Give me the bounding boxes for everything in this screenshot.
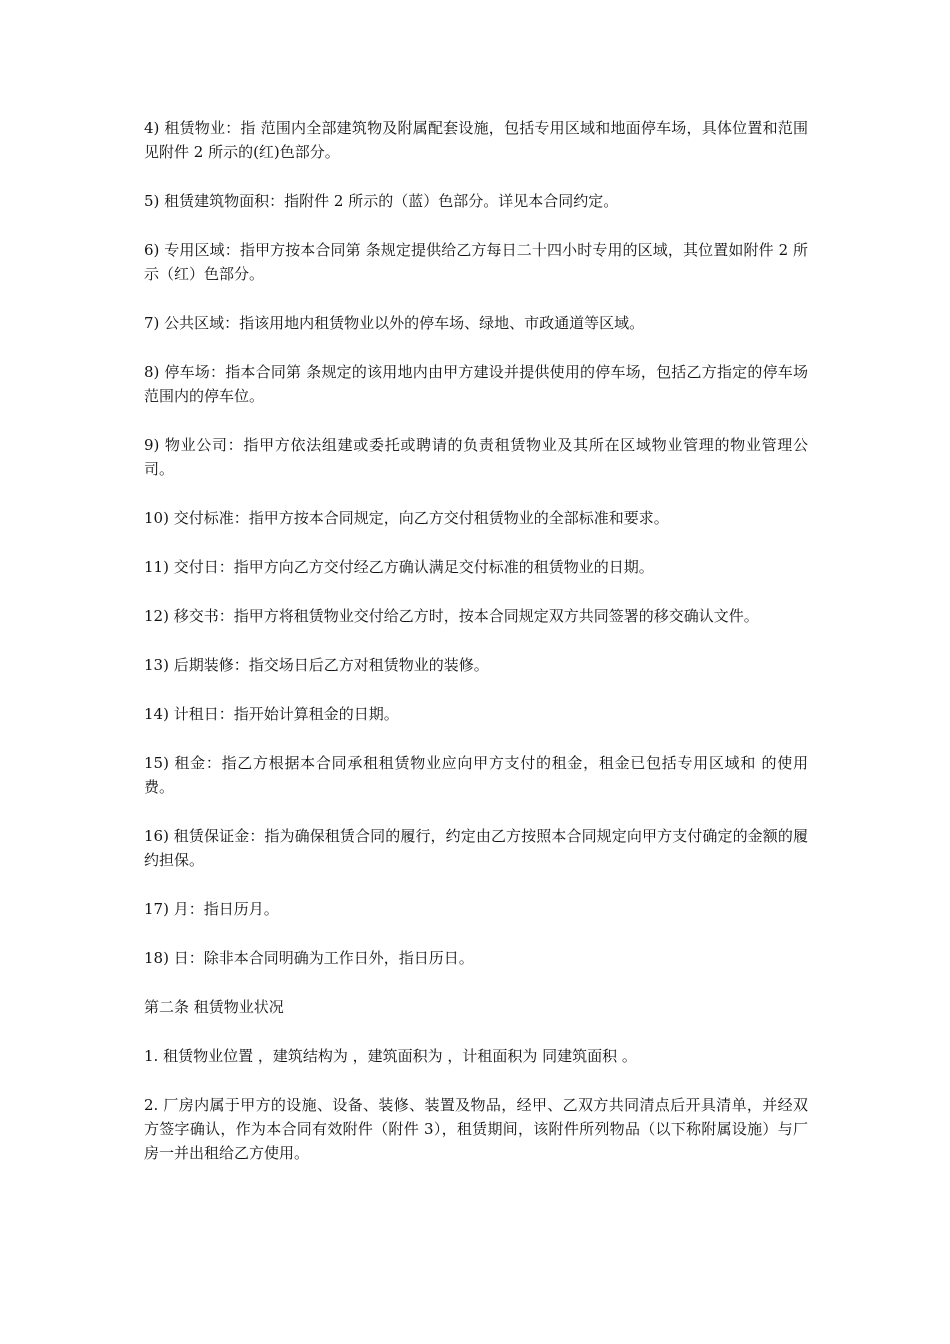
section-heading-article-2: 第二条 租赁物业状况: [144, 998, 284, 1016]
clause-handover-document: 12) 移交书：指甲方将租赁物业交付给乙方时，按本合同规定双方共同签署的移交确认文件。: [144, 607, 759, 625]
clause-leased-property: 4) 租赁物业：指 范围内全部建筑物及附属配套设施，包括专用区域和地面停车场，具体位置和范围见附件 2 所示的(红)色部分。: [144, 119, 808, 161]
clause-facilities-inventory: 2. 厂房内属于甲方的设施、设备、装修、装置及物品，经甲、乙双方共同清点后开具清单，并经双方签字确认，作为本合同有效附件（附件 3），租赁期间，该附件所列物品（以下称附属设施）与厂房一并出租给乙方使用。: [144, 1096, 808, 1162]
clause-rent-start-date: 14) 计租日：指开始计算租金的日期。: [144, 705, 399, 723]
clause-property-company: 9) 物业公司：指甲方依法组建或委托或聘请的负责租赁物业及其所在区域物业管理的物业管理公司。: [144, 436, 808, 478]
clause-delivery-date: 11) 交付日：指甲方向乙方交付经乙方确认满足交付标准的租赁物业的日期。: [144, 558, 654, 576]
document-body: [144, 116, 808, 1190]
clause-delivery-standard: 10) 交付标准：指甲方按本合同规定，向乙方交付租赁物业的全部标准和要求。: [144, 509, 669, 527]
clause-parking-lot: 8) 停车场：指本合同第 条规定的该用地内由甲方建设并提供使用的停车场，包括乙方指定的停车场范围内的停车位。: [144, 363, 808, 405]
clause-exclusive-area: 6) 专用区域：指甲方按本合同第 条规定提供给乙方每日二十四小时专用的区域，其位置如附件 2 所示（红）色部分。: [144, 241, 808, 283]
clause-month: 17) 月：指日历月。: [144, 900, 279, 918]
clause-property-location: 1. 租赁物业位置 ，建筑结构为 ，建筑面积为 ，计租面积为 同建筑面积 。: [144, 1047, 637, 1065]
clause-security-deposit: 16) 租赁保证金：指为确保租赁合同的履行，约定由乙方按照本合同规定向甲方支付确定的金额的履约担保。: [144, 827, 808, 869]
clause-later-decoration: 13) 后期装修：指交场日后乙方对租赁物业的装修。: [144, 656, 489, 674]
clause-day: 18) 日：除非本合同明确为工作日外，指日历日。: [144, 949, 474, 967]
clause-public-area: 7) 公共区域：指该用地内租赁物业以外的停车场、绿地、市政通道等区域。: [144, 314, 645, 332]
clause-rent: 15) 租金：指乙方根据本合同承租租赁物业应向甲方支付的租金，租金已包括专用区域和 的使用费。: [144, 754, 808, 796]
clause-leased-building-area: 5) 租赁建筑物面积：指附件 2 所示的（蓝）色部分。详见本合同约定。: [144, 192, 619, 210]
